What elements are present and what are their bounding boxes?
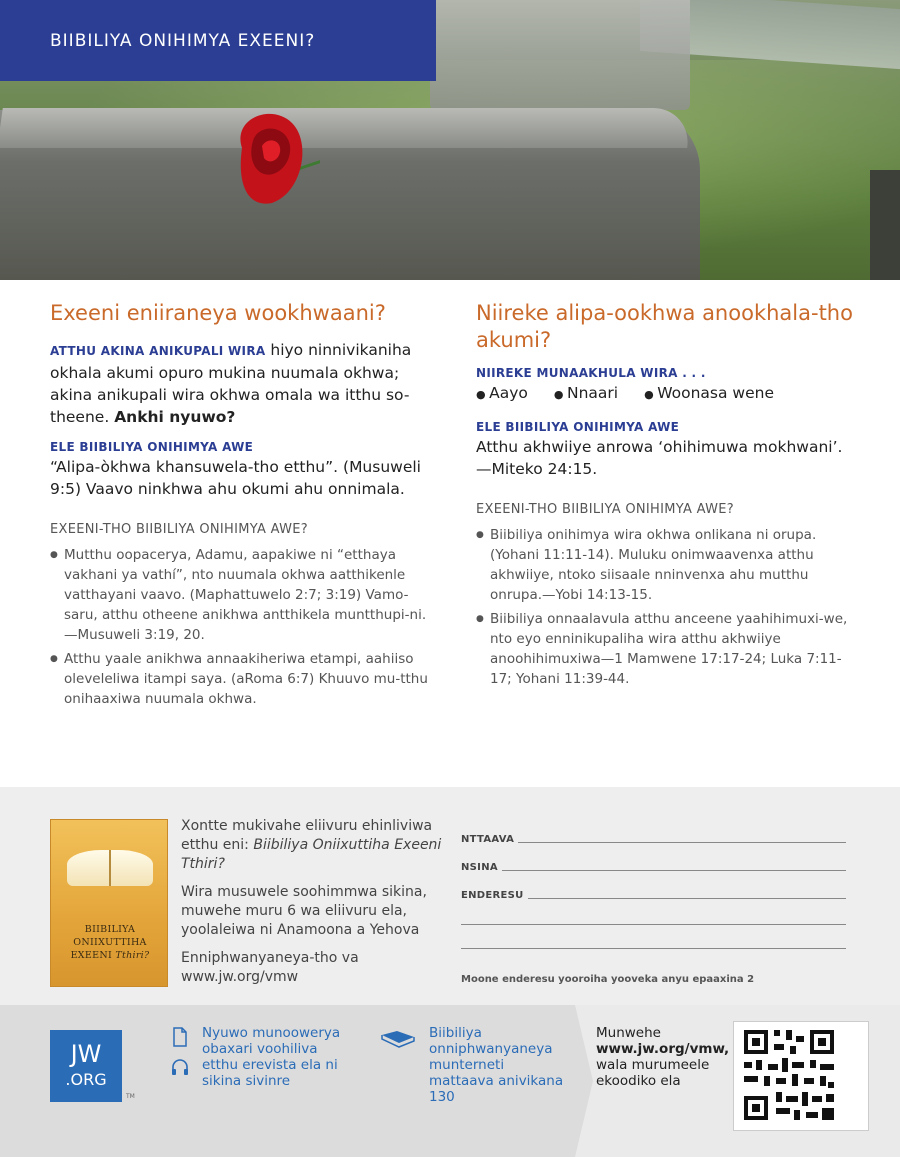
headphones-icon	[170, 1057, 190, 1077]
intro-text: hiyo ninnivikaniha okhala akumi opuro mukina nuumala okhwa; akina anikupali wira okhwa omala wa itthu so-theene.	[50, 341, 412, 426]
address-line-2[interactable]	[461, 901, 846, 925]
left-intro	[50, 339, 430, 428]
right-says-text: Atthu akhwiiye anrowa ‘ohihimuwa mokhwani’. —Miteko 24:15.	[476, 438, 843, 478]
option-no: ● Nnaari	[554, 384, 618, 402]
footer-online-text: Biibiliya onniphwanyaneya munterneti mattaava anivikana 130	[429, 1025, 564, 1105]
list-item: ● Biibiliya onnaalavula atthu anceene yaahihimuxi-we, nto eyo enninikupaliha wira atthu akhwiiye anoohihimuxiwa—1 Mamwene 17:17-24; Luka 7:11-17; Yohani 11:39-44.	[476, 609, 856, 689]
book-spine	[109, 850, 111, 886]
qr-code[interactable]	[733, 1021, 869, 1131]
option-maybe: ● Woonasa wene	[644, 384, 774, 402]
book-title-3a: EXEENI	[70, 950, 112, 961]
address-line[interactable]	[528, 898, 846, 899]
document-icon	[172, 1027, 188, 1047]
right-bullet-list	[476, 525, 856, 689]
list-item: ● Mutthu oopacerya, Adamu, aapakiwe ni “etthaya vakhani ya vathí”, nto nuumala okhwa aatthikenle vatthayani vaavo. (Maphattuwelo 2:7; 3:19) Vamo-saru, atthu otheene anikhwa antthikela muntthupi-ni.—Musuweli 3:19, 20.	[50, 545, 430, 645]
offer-p2: Wira musuwele soohimmwa sikina, muwehe muru 6 wa eliivuru ela, yoolaleiwa ni Anamoona a Yehova	[181, 884, 427, 938]
offer-p3: Enniphwanyaneya-tho va www.jw.org/vmw	[181, 950, 359, 985]
footer-download-text: Nyuwo munoowerya obaxari voohiliva etthu erevista ela ni sikina sivinre	[202, 1025, 341, 1089]
book-title-1: BIIBILIYA	[84, 924, 136, 935]
visit-pre: Munwehe	[596, 1025, 661, 1041]
footer	[0, 1005, 900, 1157]
answer-options	[476, 384, 856, 402]
request-form-area	[0, 787, 900, 1005]
book-title-3b: Tthiri?	[115, 950, 150, 961]
jw-org-logo[interactable]	[50, 1030, 122, 1102]
left-more-label: EXEENI-THO BIIBILIYA ONIHIMYA AWE?	[50, 522, 308, 537]
left-title: Exeeni eniiraneya wookhwaani?	[50, 301, 386, 325]
right-title: Niireke alipa-ookhwa anookhala-tho akumi?	[476, 301, 853, 352]
offer-p1-text: Xontte mukivahe eliivuru ehinliviwa etthu eni:	[181, 818, 433, 853]
address-line-3[interactable]	[461, 925, 846, 949]
address-field[interactable]	[461, 873, 846, 901]
trademark: TM	[126, 1093, 135, 1100]
right-says-label: ELE BIIBILIYA ONIHIMYA AWE	[476, 420, 680, 434]
logo-bottom: .ORG	[65, 1070, 107, 1089]
intro-question: Ankhi nyuwo?	[114, 408, 236, 426]
book-cover	[50, 819, 168, 987]
visit-text	[596, 1025, 730, 1089]
qr-code-icon	[734, 1022, 870, 1132]
name-label: NSINA	[461, 862, 498, 873]
list-item: ● Atthu yaale anikhwa annaakiheriwa etampi, aahiiso oleveleliwa itampi saya. (aRoma 6:7) Khuuvo mu-tthu onihaaxiwa nuumala okhwa.	[50, 649, 430, 709]
offer-p1-title: Biibiliya Oniixuttiha Exeeni Tthiri?	[181, 837, 442, 872]
phone-label: NTTAAVA	[461, 834, 515, 845]
visit-url[interactable]: www.jw.org/vmw,	[596, 1041, 730, 1057]
offer-p1	[181, 817, 446, 874]
phone-field[interactable]	[461, 817, 846, 845]
left-column	[50, 300, 430, 713]
name-field[interactable]	[461, 845, 846, 873]
name-line[interactable]	[502, 870, 846, 871]
intro-kicker: ATTHU AKINA ANIKUPALI WIRA	[50, 344, 266, 358]
left-says-label: ELE BIIBILIYA ONIHIMYA AWE	[50, 440, 254, 454]
right-question-label: NIIREKE MUNAAKHULA WIRA . . .	[476, 366, 706, 380]
header-banner	[0, 0, 436, 81]
form-note: Moone enderesu yooroiha yooveka anyu epaaxina 2	[461, 974, 755, 985]
right-more-label: EXEENI-THO BIIBILIYA ONIHIMYA AWE?	[476, 502, 734, 517]
right-headstone	[870, 170, 900, 280]
right-column	[476, 300, 856, 693]
contact-fields	[461, 817, 846, 949]
banner-title: BIIBILIYA ONIHIMYA EXEENI?	[50, 30, 316, 51]
book-title-3	[51, 950, 169, 962]
option-yes: ● Aayo	[476, 384, 528, 402]
background-headstone	[430, 0, 690, 110]
rose-icon	[232, 108, 320, 220]
logo-top: JW	[70, 1040, 102, 1068]
gravestone-top	[0, 108, 693, 148]
left-says-text: “Alipa-òkhwa khansuwela-tho etthu”. (Musuweli 9:5) Vaavo ninkhwa ahu okumi ahu onnimala.	[50, 458, 421, 498]
visit-post: wala murumeele ekoodiko ela	[596, 1057, 710, 1089]
phone-line[interactable]	[518, 842, 846, 843]
list-item: ● Biibiliya onihimya wira okhwa onlikana ni orupa. (Yohani 11:11-14). Muluku onimwaavenxa atthu akhwiiye, ntoko siisaale nninvenxa ahu mutthu onrupa.—Yobi 14:13-15.	[476, 525, 856, 605]
left-bullet-list	[50, 545, 430, 709]
offer-text	[181, 817, 446, 996]
book-title-2: ONIIXUTTIHA	[73, 937, 147, 948]
address-label: ENDERESU	[461, 890, 524, 901]
bible-icon	[380, 1027, 416, 1049]
